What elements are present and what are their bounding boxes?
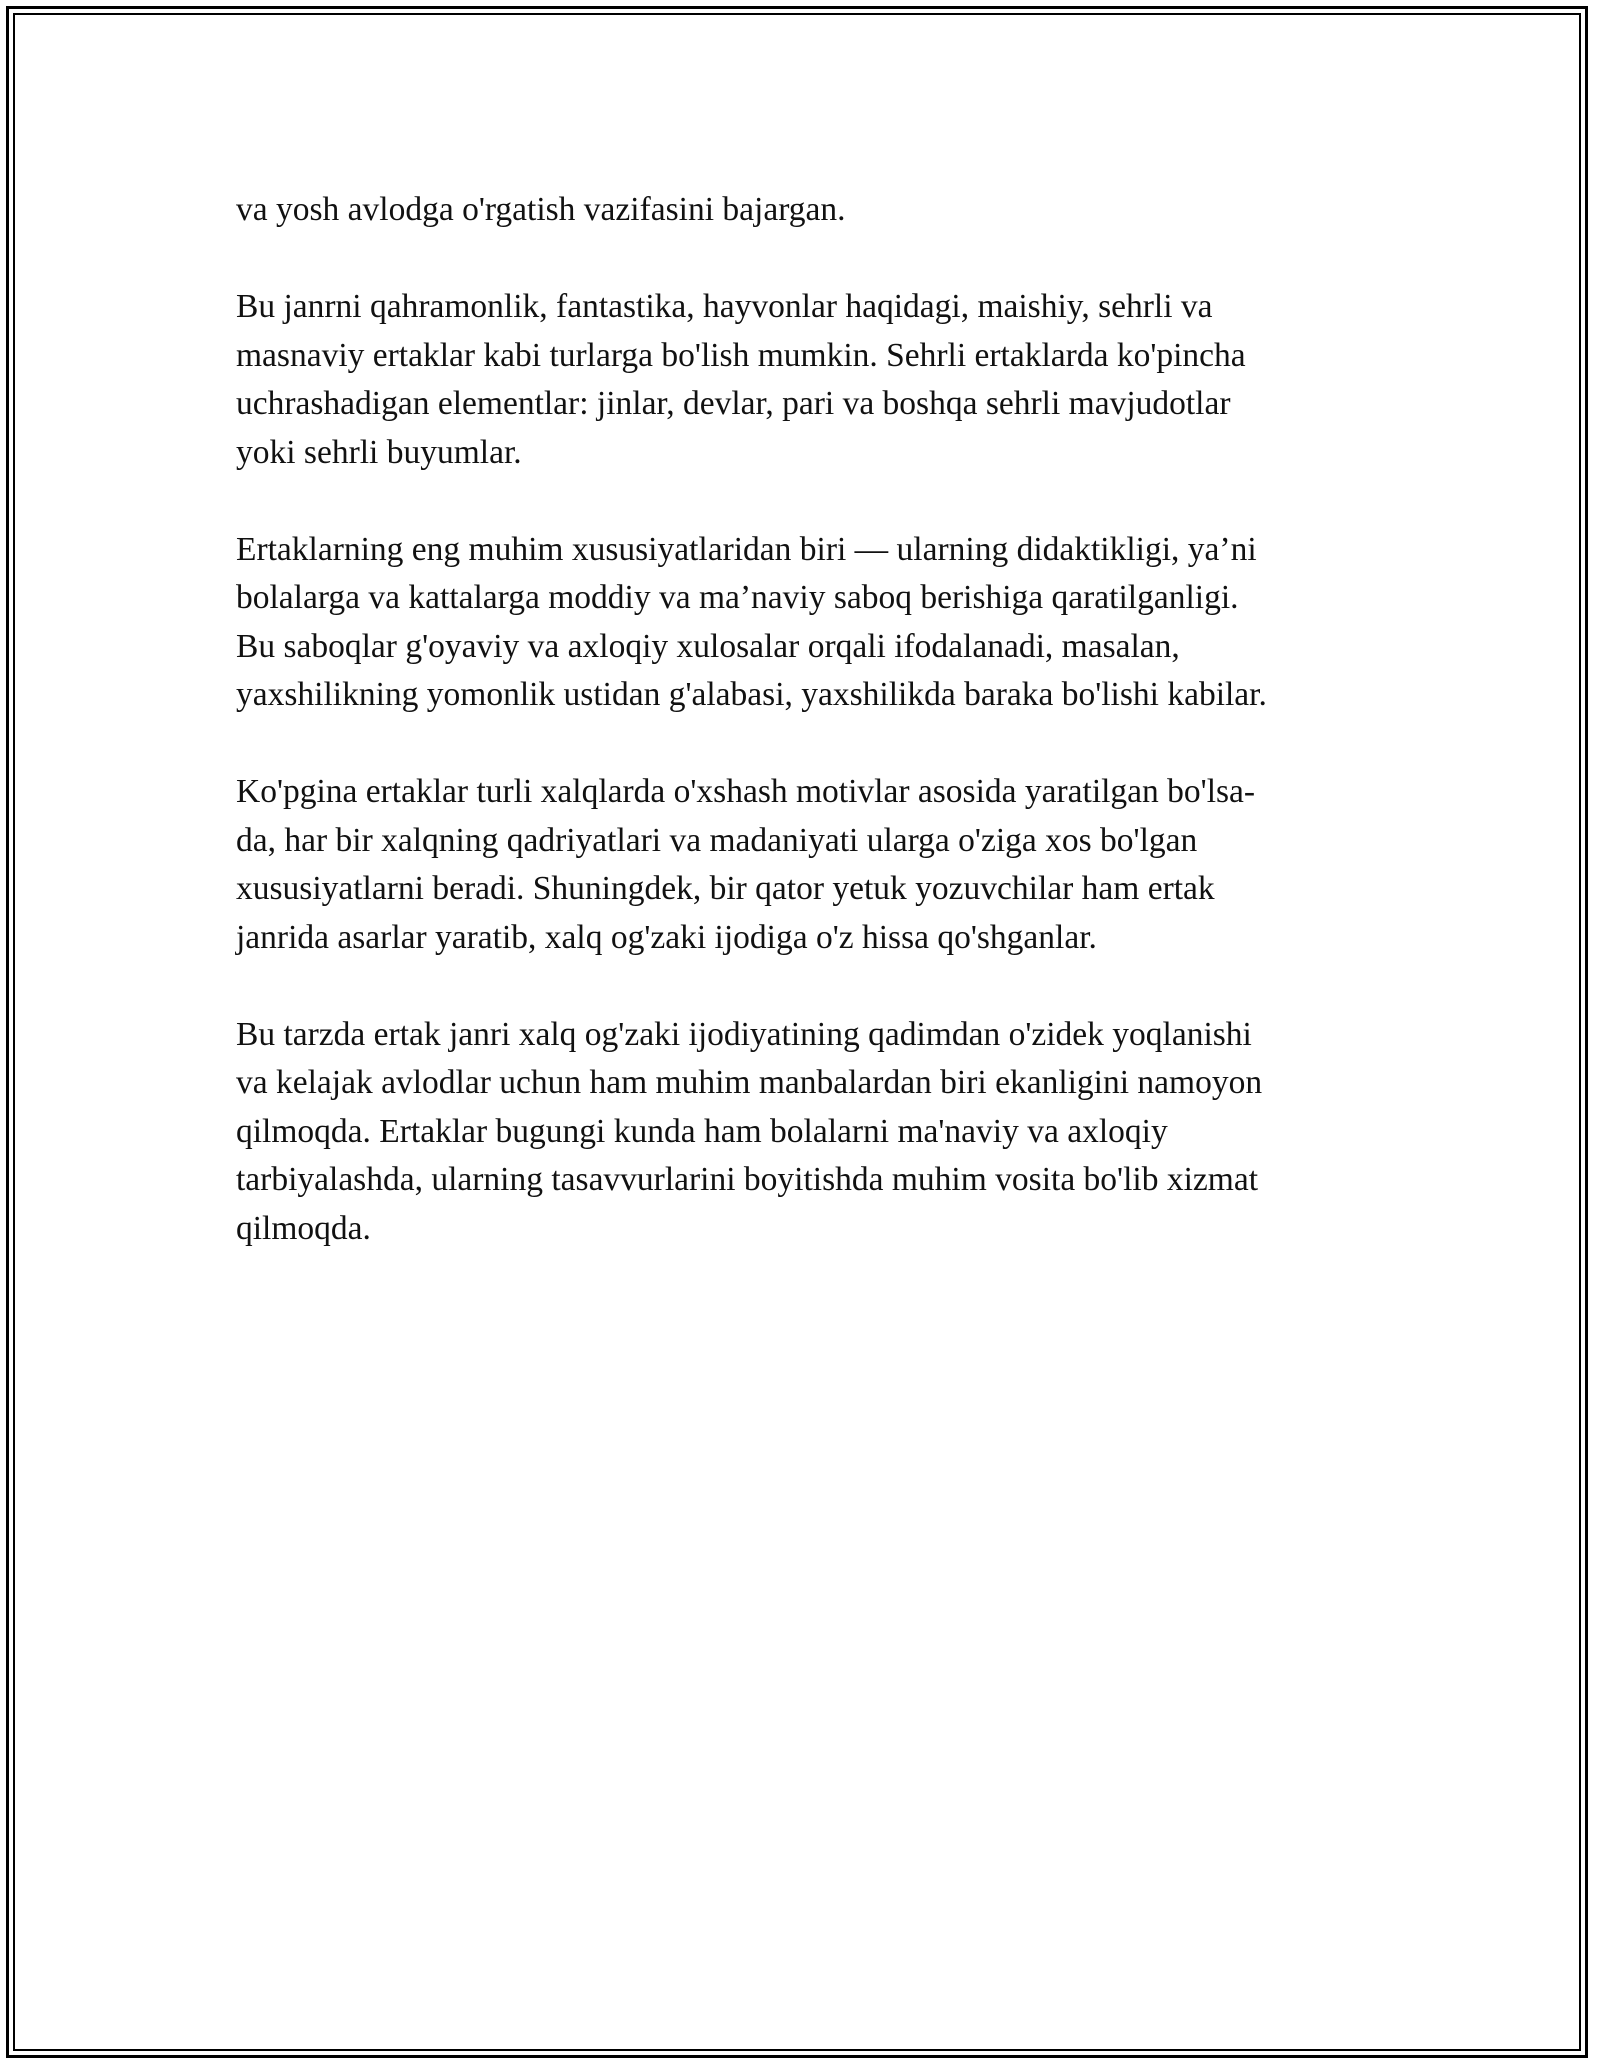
paragraph-2: Bu janrni qahramonlik, fantastika, hayvonlar haqidagi, maishiy, sehrli va masnaviy ertaklar kabi turlarga bo'lish mumkin. Sehrli ertaklarda ko'pincha uchrashadigan elementlar: jinlar, devlar, pari va boshqa sehrli mavjudotlar yoki sehrli buyumlar.: [236, 288, 1246, 471]
paragraph-4: Ko'pgina ertaklar turli xalqlarda o'xshash motivlar asosida yaratilgan bo'lsa- da, har bir xalqning qadriyatlari va madaniyati ularga o'ziga xos bo'lgan xususiyatlarni beradi. Shuningdek, bir qator yetuk yozuvchilar ham ertak janrida asarlar yaratib, xalq og'zaki ijodiga o'z hissa qo'shganlar.: [236, 773, 1256, 956]
paragraph-1: va yosh avlodga o'rgatish vazifasini bajargan.: [236, 191, 846, 228]
document-body: [236, 186, 1386, 1253]
paragraph-5: Bu tarzda ertak janri xalq og'zaki ijodiyatining qadimdan o'zidek yoqlanishi va kelajak avlodlar uchun ham muhim manbalardan biri ekanligini namoyon qilmoqda. Ertaklar bugungi kunda ham bolalarni ma'naviy va axloqiy tarbiyalashda, ularning tasavvurlarini boyitishda muhim vosita bo'lib xizmat qilmoqda.: [236, 1015, 1263, 1247]
paragraph-3: Ertaklarning eng muhim xususiyatlaridan biri — ularning didaktikligi, ya’ni bolalarga va kattalarga moddiy va ma’naviy saboq berishiga qaratilganligi. Bu saboqlar g'oyaviy va axloqiy xulosalar orqali ifodalanadi, masalan, yaxshilikning yomonlik ustidan g'alabasi, yaxshilikda baraka bo'lishi kabilar.: [236, 530, 1267, 713]
